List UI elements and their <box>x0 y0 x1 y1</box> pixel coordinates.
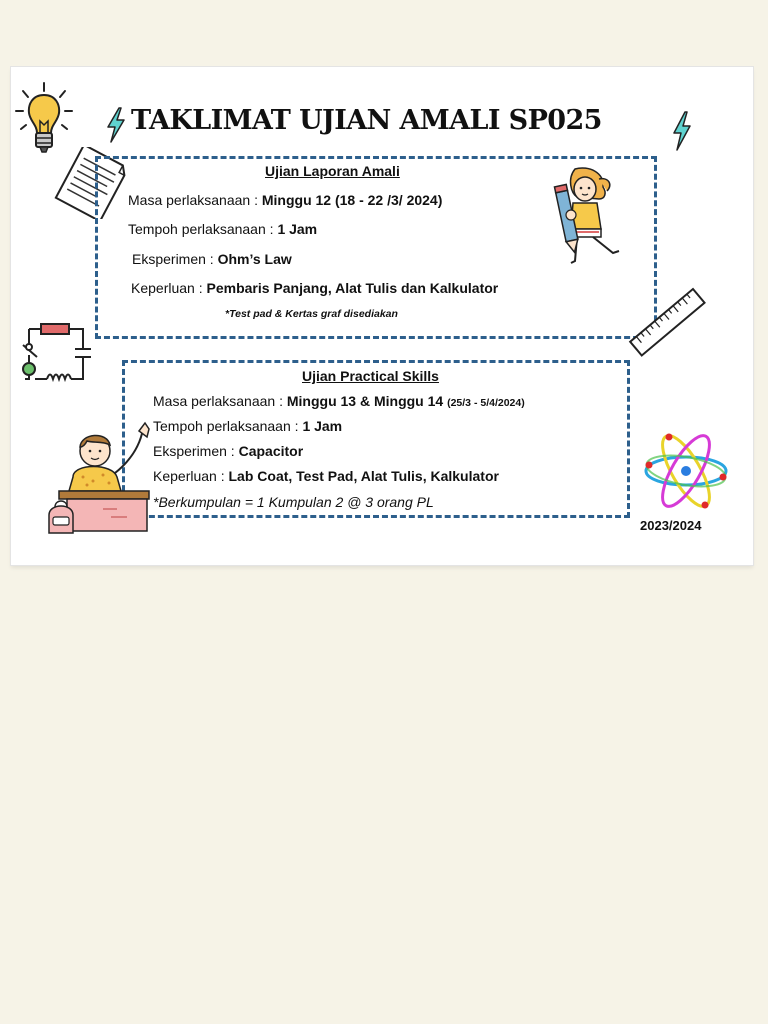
tempoh-line: Tempoh perlaksanaan : 1 Jam <box>153 418 343 434</box>
atom-icon <box>641 431 731 511</box>
note: *Berkumpulan = 1 Kumpulan 2 @ 3 orang PL <box>153 494 434 510</box>
lightning-icon <box>105 107 127 143</box>
masa-line: Masa perlaksanaan : Minggu 13 & Minggu 14 (25/3 - 5/4/2024) <box>153 393 525 409</box>
eksperimen-line: Eksperimen : Ohm’s Law <box>132 251 292 267</box>
circuit-icon <box>15 319 99 389</box>
eksperimen-line: Eksperimen : Capacitor <box>153 443 304 459</box>
lightning-icon <box>671 111 693 151</box>
ruler-icon <box>625 281 711 365</box>
student-desk-icon <box>43 421 153 537</box>
section-heading: Ujian Laporan Amali <box>265 163 400 179</box>
poster <box>11 67 753 565</box>
keperluan-line: Keperluan : Pembaris Panjang, Alat Tulis dan Kalkulator <box>131 280 499 296</box>
tempoh-line: Tempoh perlaksanaan : 1 Jam <box>128 221 318 237</box>
keperluan-line: Keperluan : Lab Coat, Test Pad, Alat Tulis, Kalkulator <box>153 468 499 484</box>
academic-year: 2023/2024 <box>640 518 702 533</box>
page-title: TAKLIMAT UJIAN AMALI SP025 <box>131 105 602 136</box>
student-pencil-icon <box>547 165 633 269</box>
section-heading: Ujian Practical Skills <box>302 368 439 384</box>
note: *Test pad & Kertas graf disediakan <box>225 308 398 320</box>
masa-line: Masa perlaksanaan : Minggu 12 (18 - 22 /3/ 2024) <box>128 192 443 208</box>
